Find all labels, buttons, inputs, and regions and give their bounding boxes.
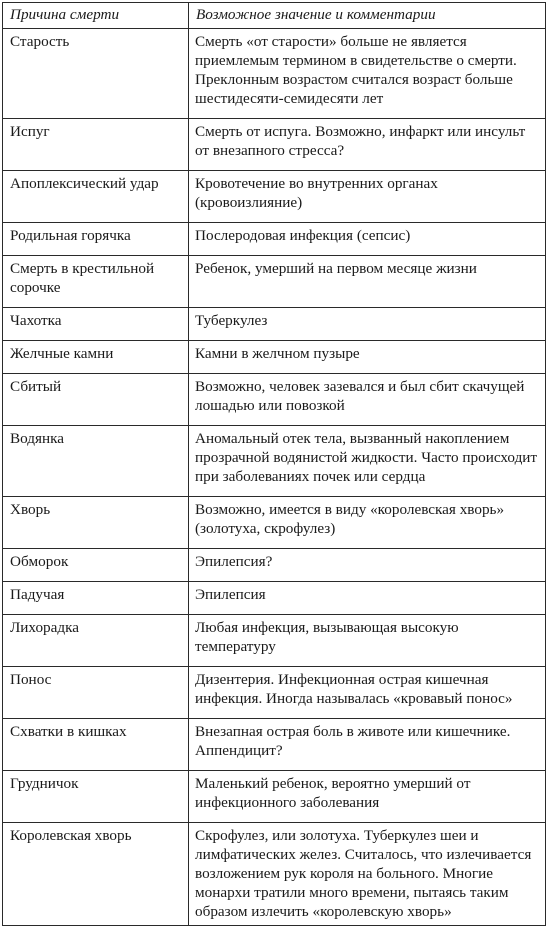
table-row — [3, 426, 546, 497]
meaning-cell: Послеродовая инфекция (сепсис) — [189, 223, 546, 256]
meaning-cell: Ребенок, умерший на первом месяце жизни — [189, 256, 546, 308]
table-row — [3, 223, 546, 256]
meaning-cell: Маленький ребенок, вероятно умерший от инфекционного заболевания — [189, 771, 546, 823]
meaning-cell: Любая инфекция, вызывающая высокую температуру — [189, 615, 546, 667]
table-row — [3, 374, 546, 426]
cause-cell: Обморок — [3, 549, 189, 582]
table-row — [3, 615, 546, 667]
header-row — [3, 3, 546, 29]
cause-cell: Лихорадка — [3, 615, 189, 667]
table-header — [3, 3, 546, 29]
table-row — [3, 256, 546, 308]
cause-cell: Грудничок — [3, 771, 189, 823]
header-cause: Причина смерти — [3, 3, 189, 29]
table-row — [3, 29, 546, 119]
cause-cell: Схватки в кишках — [3, 719, 189, 771]
cause-cell: Хворь — [3, 497, 189, 549]
header-meaning: Возможное значение и комментарии — [189, 3, 546, 29]
meaning-cell: Туберкулез — [189, 308, 546, 341]
meaning-cell: Внезапная острая боль в животе или кишечнике. Аппендицит? — [189, 719, 546, 771]
table-row — [3, 771, 546, 823]
meaning-cell: Возможно, имеется в виду «королевская хворь» (золотуха, скрофулез) — [189, 497, 546, 549]
cause-cell: Понос — [3, 667, 189, 719]
cause-cell: Чахотка — [3, 308, 189, 341]
cause-cell: Апоплексический удар — [3, 171, 189, 223]
meaning-cell: Дизентерия. Инфекционная острая кишечная инфекция. Иногда называлась «кровавый понос» — [189, 667, 546, 719]
table-row — [3, 549, 546, 582]
cause-cell: Падучая — [3, 582, 189, 615]
table-row — [3, 719, 546, 771]
cause-cell: Сбитый — [3, 374, 189, 426]
cause-cell: Желчные камни — [3, 341, 189, 374]
meaning-cell: Эпилепсия? — [189, 549, 546, 582]
table-row — [3, 119, 546, 171]
table-row — [3, 171, 546, 223]
cause-cell: Королевская хворь — [3, 823, 189, 926]
cause-cell: Старость — [3, 29, 189, 119]
meaning-cell: Аномальный отек тела, вызванный накоплением прозрачной водянистой жидкости. Часто происходит при заболеваниях почек или сердца — [189, 426, 546, 497]
table-row — [3, 308, 546, 341]
meaning-cell: Кровотечение во внутренних органах (кровоизлияние) — [189, 171, 546, 223]
cause-cell: Родильная горячка — [3, 223, 189, 256]
cause-cell: Испуг — [3, 119, 189, 171]
table-row — [3, 582, 546, 615]
meaning-cell: Смерть «от старости» больше не является приемлемым термином в свидетельстве о смерти. Преклонным возрастом считался возраст больше шестидесяти-семидесяти лет — [189, 29, 546, 119]
meaning-cell: Возможно, человек зазевался и был сбит скачущей лошадью или повозкой — [189, 374, 546, 426]
meaning-cell: Смерть от испуга. Возможно, инфаркт или инсульт от внезапного стресса? — [189, 119, 546, 171]
table-row — [3, 497, 546, 549]
causes-of-death-table — [2, 2, 546, 926]
cause-cell: Водянка — [3, 426, 189, 497]
meaning-cell: Эпилепсия — [189, 582, 546, 615]
cause-cell: Смерть в крестильной сорочке — [3, 256, 189, 308]
table-row — [3, 667, 546, 719]
table-row — [3, 823, 546, 926]
meaning-cell: Скрофулез, или золотуха. Туберкулез шеи и лимфатических желез. Считалось, что излечивается возложением рук короля на больного. Многие монархи тратили много времени, пытаясь таким образом излечить «королевскую хворь» — [189, 823, 546, 926]
table-row — [3, 341, 546, 374]
meaning-cell: Камни в желчном пузыре — [189, 341, 546, 374]
table-body — [3, 29, 546, 926]
